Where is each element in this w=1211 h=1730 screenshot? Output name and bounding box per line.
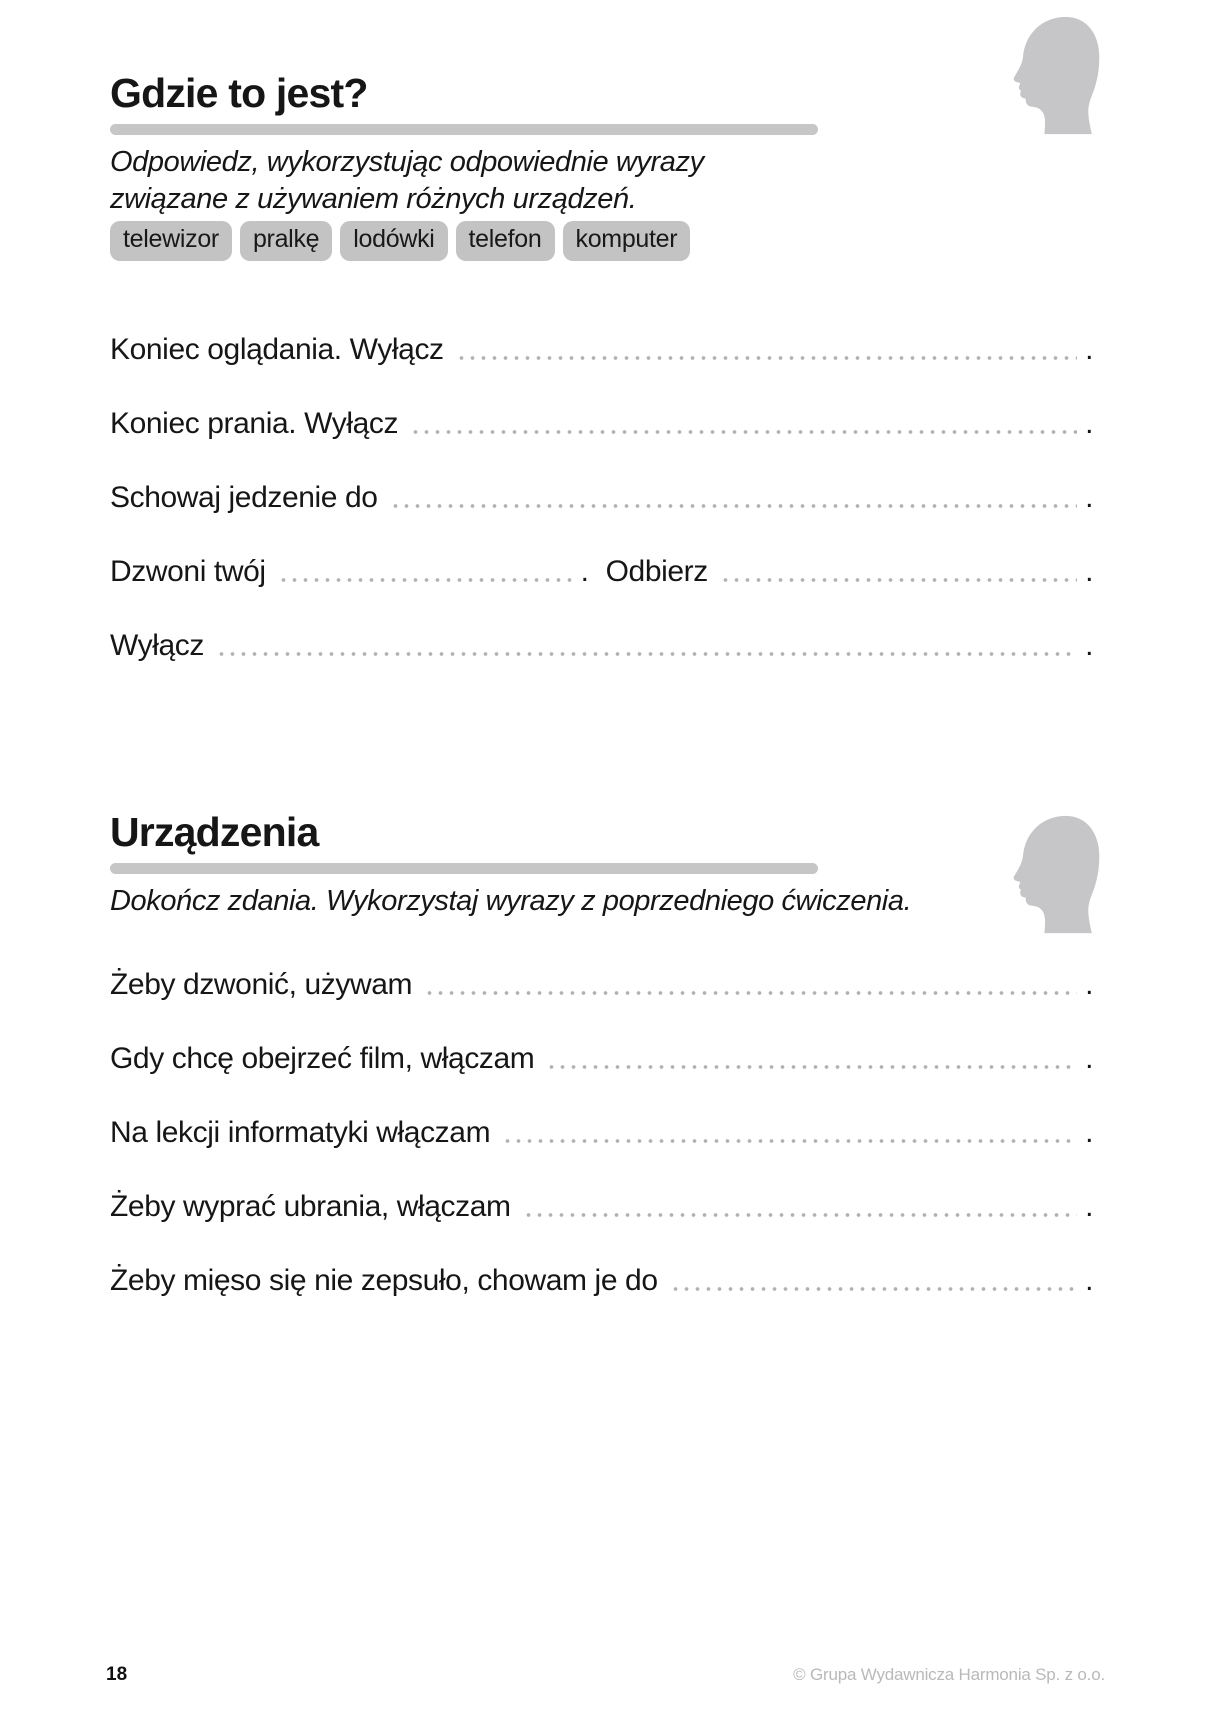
- answer-blank-dotted-line: [410, 429, 1077, 435]
- sentence-text: Schowaj jedzenie do: [110, 481, 378, 514]
- sentence-text: Żeby mięso się nie zepsuło, chowam je do: [110, 1264, 658, 1297]
- sentence-period: .: [1085, 1264, 1093, 1297]
- sentence-period: .: [1085, 555, 1093, 588]
- answer-blank-dotted-line: [720, 577, 1077, 583]
- sentence-row: [110, 333, 1093, 367]
- sentence-period: .: [1085, 407, 1093, 440]
- answer-blank-dotted-line: [278, 577, 573, 583]
- sentence-text: Gdy chcę obejrzeć film, włączam: [110, 1042, 535, 1075]
- sentence-row: [110, 629, 1093, 663]
- copyright-notice: © Grupa Wydawnicza Harmonia Sp. z o.o.: [793, 1665, 1105, 1684]
- sentence-row: [110, 1264, 1093, 1298]
- title-underline-bar: [110, 124, 818, 135]
- word-chip: lodówki: [340, 221, 447, 261]
- sentence-row: [110, 1190, 1093, 1224]
- instruction: [110, 144, 1093, 218]
- sentence-text: Dzwoni twój: [110, 555, 266, 588]
- word-chip: telewizor: [110, 221, 232, 261]
- sentence-period: .: [1085, 333, 1093, 366]
- instruction-line: Dokończ zdania. Wykorzystaj wyrazy z poprzedniego ćwiczenia.: [110, 885, 912, 917]
- answer-blank-dotted-line: [670, 1286, 1077, 1292]
- sentence-text: Koniec prania. Wyłącz: [110, 407, 399, 440]
- page-number: 18: [106, 1664, 128, 1685]
- sentence-text: Wyłącz: [110, 629, 205, 662]
- word-chip: pralkę: [240, 221, 332, 261]
- page-footer: [106, 1664, 1105, 1686]
- sentence-row: [110, 1116, 1093, 1150]
- answer-blank-dotted-line: [546, 1064, 1077, 1070]
- word-bank: [110, 221, 1093, 261]
- instruction-line: Odpowiedz, wykorzystując odpowiednie wyrazy: [110, 146, 704, 178]
- sentence-period: .: [1085, 629, 1093, 662]
- sentence-period: .: [580, 555, 589, 588]
- word-chip: komputer: [563, 221, 691, 261]
- page-content: [110, 0, 1093, 1338]
- sentence-period: .: [1085, 1190, 1093, 1223]
- sentence-list: [110, 333, 1093, 663]
- answer-blank-dotted-line: [523, 1212, 1077, 1218]
- answer-blank-dotted-line: [424, 990, 1077, 996]
- sentence-text: Na lekcji informatyki włączam: [110, 1116, 491, 1149]
- instruction-line: związane z używaniem różnych urządzeń.: [110, 183, 637, 215]
- sentence-row: [110, 968, 1093, 1002]
- sentence-row: [110, 481, 1093, 515]
- title-underline-bar: [110, 863, 818, 874]
- answer-blank-dotted-line: [502, 1138, 1077, 1144]
- sentence-row: [110, 555, 1093, 589]
- sentence-text: Żeby wyprać ubrania, włączam: [110, 1190, 511, 1223]
- exercise-urzadzenia: [110, 811, 1093, 1298]
- instruction: [110, 883, 1093, 920]
- section-title: Gdzie to jest?: [110, 70, 368, 116]
- sentence-period: .: [1085, 481, 1093, 514]
- answer-blank-dotted-line: [456, 355, 1077, 361]
- sentence-text: Żeby dzwonić, używam: [110, 968, 413, 1001]
- head-silhouette-icon: [1010, 14, 1103, 137]
- sentence-list: [110, 968, 1093, 1298]
- sentence-row: [110, 407, 1093, 441]
- exercise-gdzie-to-jest: [110, 0, 1093, 663]
- answer-blank-dotted-line: [216, 651, 1077, 657]
- answer-blank-dotted-line: [390, 503, 1077, 509]
- sentence-row: [110, 1042, 1093, 1076]
- sentence-period: .: [1085, 1116, 1093, 1149]
- sentence-period: .: [1085, 1042, 1093, 1075]
- word-chip: telefon: [456, 221, 555, 261]
- sentence-text: Odbierz: [605, 555, 708, 588]
- head-silhouette-icon: [1010, 813, 1103, 936]
- sentence-text: Koniec oglądania. Wyłącz: [110, 333, 444, 366]
- section-title: Urządzenia: [110, 809, 319, 855]
- sentence-period: .: [1085, 968, 1093, 1001]
